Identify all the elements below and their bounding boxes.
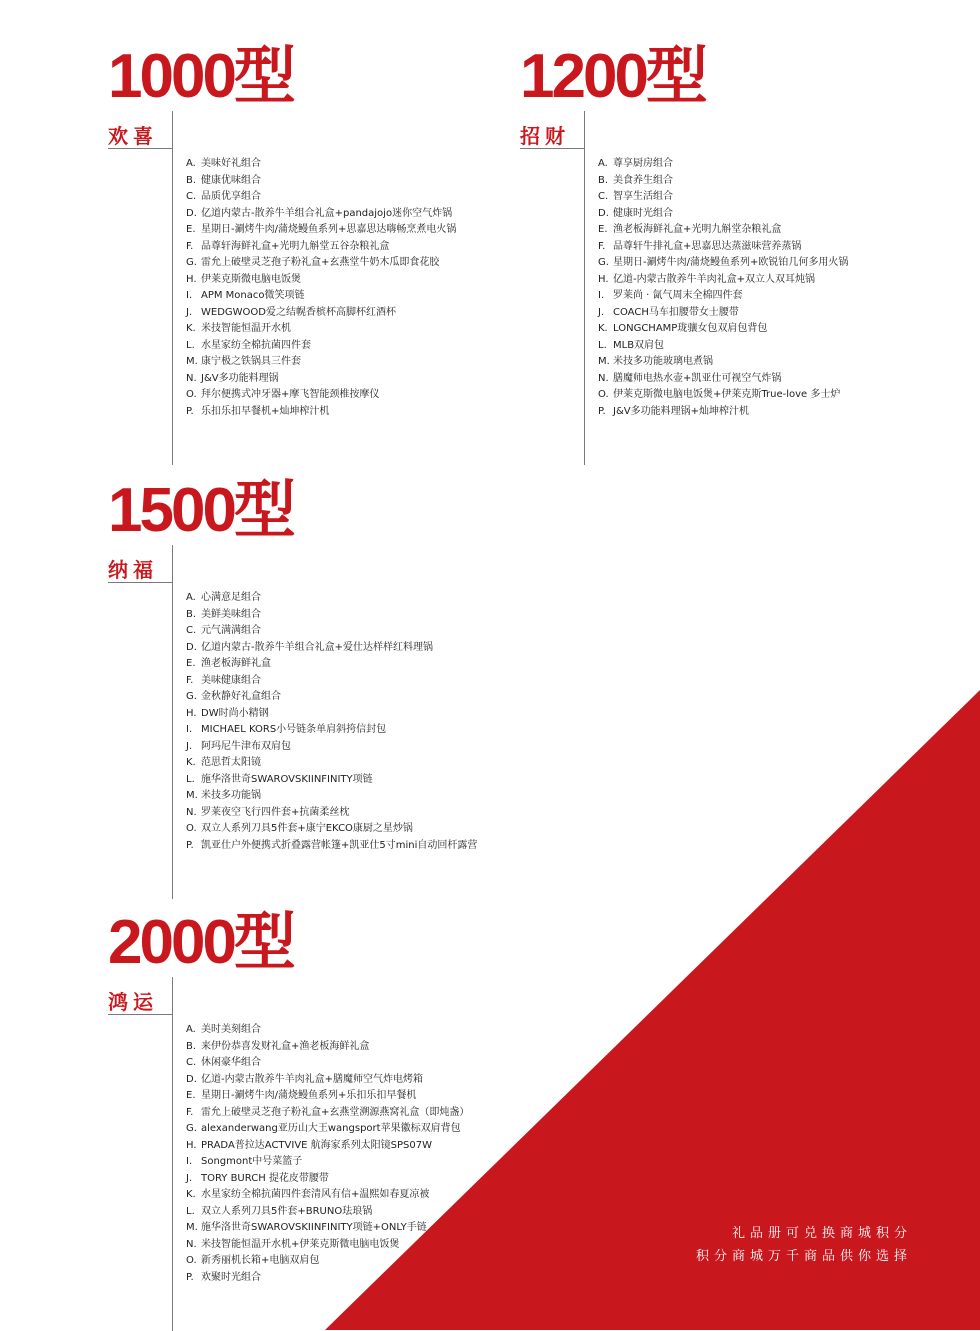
list-item: A. 美时美刻组合 [186,1024,261,1035]
list-item: M. 米技多功能锅 [186,790,261,801]
divider-horizontal [108,582,172,583]
list-item: G. 金秋静好礼盒组合 [186,691,281,702]
tagline-line-2: 积分商城万千商品供你选择 [695,1249,912,1264]
list-item: K. 范思哲太阳镜 [186,757,261,768]
list-item: E. 星期日-涮烤牛肉/蒲烧鳗鱼系列+思嘉思达嗨畅烹煮电火锅 [186,224,457,235]
list-item: N. 膳魔师电热水壶+凯亚仕可视空气炸锅 [598,372,782,384]
list-item: E. 星期日-涮烤牛肉/蒲烧鳗鱼系列+乐扣乐扣早餐机 [186,1090,417,1101]
list-item: F. 雷允上破壁灵芝孢子粉礼盒+玄燕堂溯源燕窝礼盒（即炖盏） [186,1106,470,1118]
item-list [598,156,848,420]
model-subtitle: 招财 [520,124,570,148]
list-item: B. 来伊份恭喜发财礼盒+渔老板海鲜礼盒 [186,1040,370,1052]
divider-horizontal [520,148,584,149]
list-item: P. 凯亚仕户外便携式折叠露营帐篷+凯亚仕5寸mini自动回杆露营 [186,839,478,851]
list-item: B. 美鲜美味组合 [186,608,261,620]
list-item: J. TORY BURCH 提花皮带腰带 [186,1172,329,1184]
list-item: D. 亿道-内蒙古散养牛羊肉礼盒+膳魔师空气炸电烤箱 [186,1073,423,1085]
list-item: H. PRADA普拉达ACTVIVE 航海家系列太阳镜SPS07W [186,1139,433,1151]
list-item: M. 施华洛世奇SWAROVSKIINFINITY项链+ONLY手链 [186,1222,427,1233]
list-item: P. 乐扣乐扣早餐机+灿坤榨汁机 [186,405,330,417]
list-item: I. Songmont中号菜篮子 [186,1156,303,1167]
list-item: C. 休闲豪华组合 [186,1057,261,1068]
list-item: D. 健康时光组合 [598,207,673,219]
list-item: E. 渔老板海鲜礼盒 [186,658,271,669]
item-list [186,590,477,854]
list-item: H. 伊莱克斯微电脑电饭煲 [186,273,301,285]
list-item: M. 康宁极之铁锅具三件套 [186,356,301,367]
list-item: N. 米技智能恒温开水机+伊莱克斯微电脑电饭煲 [186,1238,400,1250]
item-list [186,156,456,420]
divider-vertical [584,111,585,465]
list-item: D. 亿道内蒙古-散养牛羊组合礼盒+pandajojo迷你空气炸锅 [186,207,453,219]
divider-vertical [172,111,173,465]
list-item: J. WEDGWOOD爱之结幌香槟杯高脚杯红酒杯 [186,306,396,318]
list-item: A. 心满意足组合 [186,592,261,603]
list-item: L. 施华洛世奇SWAROVSKIINFINITY项链 [186,773,373,785]
list-item: K. LONGCHAMP珑骧女包双肩包背包 [598,323,768,334]
list-item: P. J&V多功能料理锅+灿坤榨汁机 [598,405,749,417]
list-item: C. 品质优享组合 [186,191,261,202]
list-item: N. J&V多功能料理锅 [186,372,279,384]
list-item: P. 欢聚时光组合 [186,1271,261,1283]
list-item: C. 智享生活组合 [598,191,673,202]
model-title: 1200型 [520,42,705,111]
list-item: H. 亿道-内蒙古散养牛羊肉礼盒+双立人双耳炖锅 [598,273,815,285]
model-title: 2000型 [108,908,293,977]
list-item: I. APM Monaco微笑项链 [186,290,305,301]
list-item: K. 水星家纺全棉抗菌四件套清风有信+温熙如春夏凉被 [186,1189,430,1200]
list-item: L. 双立人系列刀具5件套+BRUNO珐琅锅 [186,1205,373,1217]
model-1000-section [108,42,457,417]
model-subtitle: 纳福 [108,558,158,582]
list-item: G. alexanderwang亚历山大王wangsport苹果徽标双肩背包 [186,1123,461,1134]
item-list [186,1022,469,1286]
list-item: O. 伊莱克斯微电脑电饭煲+伊莱克斯True-love 多士炉 [598,389,841,400]
list-item: D. 亿道内蒙古-散养牛羊组合礼盒+爱仕达样样红料理锅 [186,641,433,653]
list-item: I. 罗莱尚 · 氤气周末全棉四件套 [598,290,743,301]
list-item: G. 雷允上破壁灵芝孢子粉礼盒+玄燕堂牛奶木瓜即食花胶 [186,257,440,268]
model-1200-section [520,42,849,417]
divider-horizontal [108,1014,172,1015]
list-item: G. 星期日-涮烤牛肉/蒲烧鳗鱼系列+欧锐铂几何多用火锅 [598,257,849,268]
divider-vertical [172,977,173,1331]
list-item: O. 新秀丽机长箱+电脑双肩包 [186,1255,320,1266]
list-item: K. 米技智能恒温开水机 [186,323,291,334]
model-title: 1000型 [108,42,293,111]
list-item: L. 水星家纺全棉抗菌四件套 [186,339,311,351]
list-item: B. 健康优味组合 [186,174,261,186]
list-item: L. MLB双肩包 [598,339,665,351]
model-title: 1500型 [108,476,293,545]
list-item: C. 元气满满组合 [186,625,261,636]
list-item: A. 尊享厨房组合 [598,158,673,169]
list-item: H. DW时尚小精钢 [186,707,269,719]
list-item: O. 拜尔便携式冲牙器+摩飞智能颈椎按摩仪 [186,389,380,400]
model-1500-section [108,476,478,851]
list-item: F. 品尊轩海鲜礼盒+光明九斛堂五谷杂粮礼盒 [186,240,390,252]
model-2000-section [108,908,470,1283]
model-subtitle: 鸿运 [108,990,158,1014]
list-item: M. 米技多功能玻璃电煮锅 [598,356,713,367]
list-item: O. 双立人系列刀具5件套+康宁EKCO康厨之星炒锅 [186,823,413,834]
list-item: F. 品尊轩牛排礼盒+思嘉思达蒸滋味营养蒸锅 [598,240,802,252]
list-item: J. COACH马车扣腰带女士腰带 [598,306,739,318]
list-item: J. 阿玛尼牛津布双肩包 [186,740,291,752]
divider-vertical [172,545,173,899]
list-item: B. 美食养生组合 [598,174,673,186]
list-item: F. 美味健康组合 [186,674,261,686]
tagline-line-1: 礼品册可兑换商城积分 [731,1226,912,1241]
divider-horizontal [108,148,172,149]
list-item: I. MICHAEL KORS小号链条单肩斜挎信封包 [186,724,387,735]
list-item: N. 罗莱夜空飞行四件套+抗菌柔丝枕 [186,806,350,818]
model-subtitle: 欢喜 [108,124,158,148]
list-item: E. 渔老板海鲜礼盒+光明九斛堂杂粮礼盒 [598,224,782,235]
list-item: A. 美味好礼组合 [186,158,261,169]
